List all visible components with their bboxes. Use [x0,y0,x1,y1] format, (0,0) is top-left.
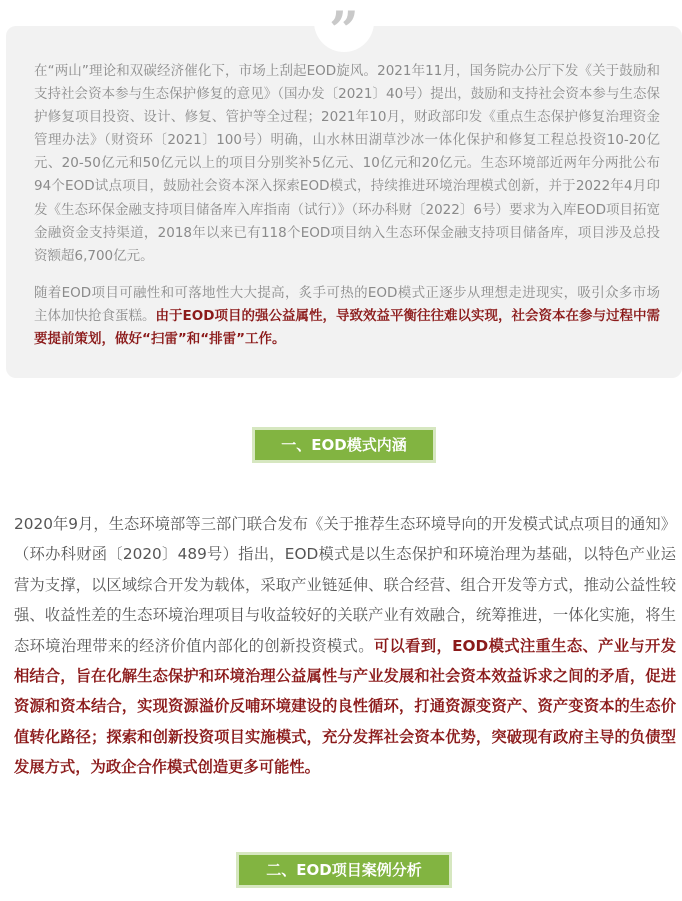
section-1-text: 2020年9月，生态环境部等三部门联合发布《关于推荐生态环境导向的开发模式试点项目的通知》（环办科财函〔2020〕489号）指出，EOD模式是以生态保护和环境治理为基础，以特色产业运营为支撑，以区域综合开发为载体，采取产业链延伸、联合经营、组合开发等方式，推动公益性较强、收益性差的生态环境治理项目与收益较好的关联产业有效融合，统筹推进，一体化实施，将生态环境治理带来的经济价值内部化的创新投资模式。 [14,515,676,655]
intro-paragraph-1: 在“两山”理论和双碳经济催化下，市场上刮起EOD旋风。2021年11月，国务院办公厅下发《关于鼓励和支持社会资本参与生态保护修复的意见》（国办发〔2021〕40号）提出，鼓励和支持社会资本参与生态保护修复项目投资、设计、修复、管护等全过程；2021年10月，财政部印发《重点生态保护修复治理资金管理办法》（财资环〔2021〕100号）明确，山水林田湖草沙冰一体化保护和修复工程总投资10-20亿元、20-50亿元和50亿元以上的项目分别奖补5亿元、10亿元和20亿元。生态环境部近两年分两批公布94个EOD试点项目，鼓励社会资本深入探索EOD模式，持续推进环境治理模式创新，并于2022年4月印发《生态环保金融支持项目储备库入库指南（试行）》（环办科财〔2022〕6号）要求为入库EOD项目拓宽金融资金支持渠道，2018年以来已有118个EOD项目纳入生态环保金融支持项目储备库，项目涉及总投资额超6,700亿元。 [34,63,660,264]
section-1-highlight: 可以看到，EOD模式注重生态、产业与开发相结合，旨在化解生态保护和环境治理公益属性与产业发展和社会资本效益诉求之间的矛盾，促进资源和资本结合，实现资源溢价反哺环境建设的良性循环，打通资源变资产、资产变资本的生态价值转化路径；探索和创新投资项目实施模式，充分发挥社会资本优势，突破现有政府主导的负债型发展方式，为政企合作模式创造更多可能性。 [14,636,676,777]
section-1-heading: 一、EOD模式内涵 [252,427,436,463]
intro-paragraph-2-text: 随着EOD项目可融性和可落地性大大提高，炙手可热的EOD模式正逐步从理想走进现实，吸引众多市场主体加快抢食蛋糕。 [34,285,660,325]
section-2-heading: 二、EOD项目案例分析 [236,852,452,888]
intro-paragraph-2 [34,282,660,351]
intro-paragraph-2-highlight: 由于EOD项目的强公益属性，导致效益平衡往往难以实现，社会资本在参与过程中需要提前策划，做好“扫雷”和“排雷”工作。 [34,308,661,348]
quote-icon: ” [329,1,359,62]
intro-quote-card [6,26,682,378]
section-1-paragraph [14,509,676,783]
quote-badge [314,0,374,62]
